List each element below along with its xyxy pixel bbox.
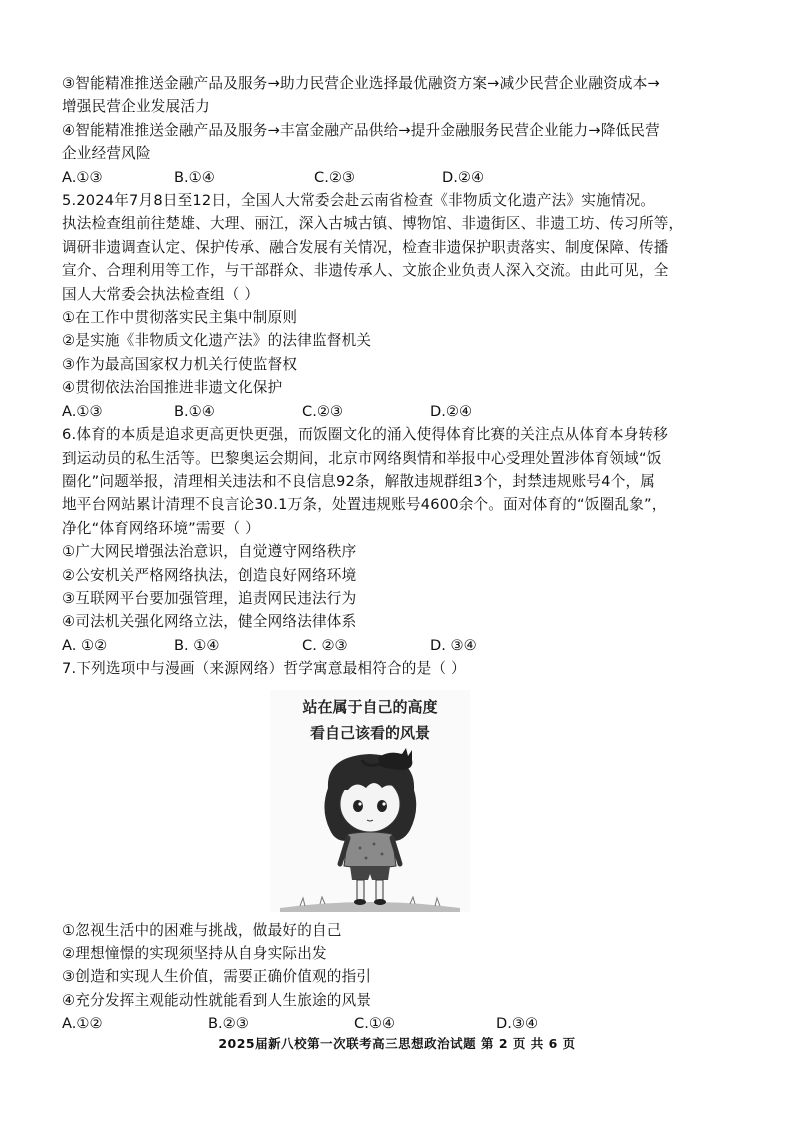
q5-item-4: ④贯彻依法治国推进非遗文化保护 — [62, 379, 283, 397]
q4-option-4-line-1: ④智能精准推送金融产品及服务→丰富金融产品供给→提升金融服务民营企业能力→降低民营 — [62, 121, 660, 139]
q7-item-3: ③创造和实现人生价值，需要正确价值观的指引 — [62, 968, 372, 986]
comic-caption-line-2: 看自己该看的风景 — [309, 723, 430, 742]
q6-item-3: ③互联网平台要加强管理，追责网民违法行为 — [62, 589, 357, 607]
shorts-shape — [350, 866, 390, 880]
q5-item-2: ②是实施《非物质文化遗产法》的法律监督机关 — [62, 332, 372, 350]
q5-stem-line: 执法检查组前往楚雄、大理、丽江，深入古城古镇、博物馆、非遗街区、非遗工坊、传习所等， — [62, 215, 684, 233]
q5-choices — [62, 400, 730, 423]
q4-option-4-line-2: 企业经营风险 — [62, 145, 151, 163]
comic-caption — [270, 694, 470, 746]
comic-image — [270, 690, 470, 912]
q6-choice-b[interactable]: B. ①④ — [174, 636, 220, 654]
q7-choices — [62, 1012, 730, 1035]
question-5 — [62, 189, 730, 423]
q5-stem-line: 宣介、合理利用等工作，与干部群众、非遗传承人、文旅企业负责人深入交流。由此可见，全 — [62, 262, 669, 280]
q4-option-3-line-1: ③智能精准推送金融产品及服务→助力民营企业选择最优融资方案→减少民营企业融资成本→ — [62, 75, 660, 92]
q6-choice-c[interactable]: C. ②③ — [302, 636, 348, 654]
question-7 — [62, 657, 730, 1035]
q5-choice-c[interactable]: C.②③ — [302, 402, 343, 420]
shirt-shape — [344, 832, 396, 868]
girl-with-cat-illustration — [270, 748, 470, 912]
question-4-continued — [62, 72, 730, 189]
q6-choice-d[interactable]: D. ③④ — [430, 636, 477, 654]
question-6 — [62, 423, 730, 657]
q5-item-3: ③作为最高国家权力机关行使监督权 — [62, 355, 298, 373]
q4-choice-d[interactable]: D.②④ — [442, 168, 485, 186]
q7-item-4: ④充分发挥主观能动性就能看到人生旅途的风景 — [62, 991, 372, 1009]
q7-choice-c[interactable]: C.①④ — [354, 1015, 395, 1033]
q5-stem-line: 调研非遗调查认定、保护传承、融合发展有关情况，检查非遗保护职责落实、制度保障、传播 — [62, 238, 669, 256]
q6-stem-line: 地平台网站累计清理不良言论30.1万条，处置违规账号4600余个。面对体育的“饭圈乱象”， — [62, 496, 667, 514]
q6-stem-line: 6.体育的本质是追求更高更快更强，而饭圈文化的涌入使得体育比赛的关注点从体育本身转移 — [62, 426, 669, 444]
q4-option-3-line-2: 增强民营企业发展活力 — [62, 98, 210, 116]
q6-item-2: ②公安机关严格网络执法，创造良好网络环境 — [62, 566, 357, 584]
q5-stem-line: 国人大常委会执法检查组（ ） — [62, 285, 260, 303]
q4-choices — [62, 166, 730, 189]
cat-shape — [378, 748, 412, 770]
q7-choice-b[interactable]: B.②③ — [208, 1015, 249, 1033]
q6-stem-line: 净化“体育网络环境”需要（ ） — [62, 519, 260, 537]
comic-caption-line-1: 站在属于自己的高度 — [302, 697, 438, 716]
q6-choices — [62, 634, 730, 657]
q6-item-1: ①广大网民增强法治意识，自觉遵守网络秩序 — [62, 543, 357, 561]
q5-choice-a[interactable]: A.①③ — [62, 402, 103, 420]
q7-item-1: ①忽视生活中的困难与挑战，做最好的自己 — [62, 921, 342, 939]
q6-stem-line: 圈化”问题举报，清理相关违法和不良信息92条，解散违规群组3个，封禁违规账号4个，属 — [62, 472, 656, 490]
q6-stem-line: 到运动员的私生活等。巴黎奥运会期间，北京市网络舆情和举报中心受理处置涉体育领域“饭 — [62, 449, 662, 467]
q5-choice-b[interactable]: B.①④ — [174, 402, 215, 420]
grass-shape — [280, 902, 460, 912]
q4-choice-a[interactable]: A.①③ — [62, 168, 103, 186]
q7-item-2: ②理想憧憬的实现须坚持从自身实际出发 — [62, 944, 327, 962]
q5-stem-line: 5.2024年7月8日至12日，全国人大常委会赴云南省检查《非物质文化遗产法》实施情况。 — [62, 192, 656, 210]
q7-choice-d[interactable]: D.③④ — [496, 1015, 539, 1033]
q7-stem: 7.下列选项中与漫画（来源网络）哲学寓意最相符合的是（ ） — [62, 660, 466, 678]
page-footer: 2025届新八校第一次联考高三思想政治试题 第 2 页 共 6 页 — [218, 1036, 576, 1051]
q5-item-1: ①在工作中贯彻落实民主集中制原则 — [62, 309, 298, 327]
left-eye — [353, 800, 363, 812]
right-eye — [377, 800, 387, 812]
q5-choice-d[interactable]: D.②④ — [430, 402, 473, 420]
q6-item-4: ④司法机关强化网络立法，健全网络法律体系 — [62, 613, 357, 631]
q6-choice-a[interactable]: A. ①② — [62, 636, 108, 654]
q4-choice-b[interactable]: B.①④ — [174, 168, 215, 186]
q7-choice-a[interactable]: A.①② — [62, 1015, 103, 1033]
q4-choice-c[interactable]: C.②③ — [314, 168, 355, 186]
